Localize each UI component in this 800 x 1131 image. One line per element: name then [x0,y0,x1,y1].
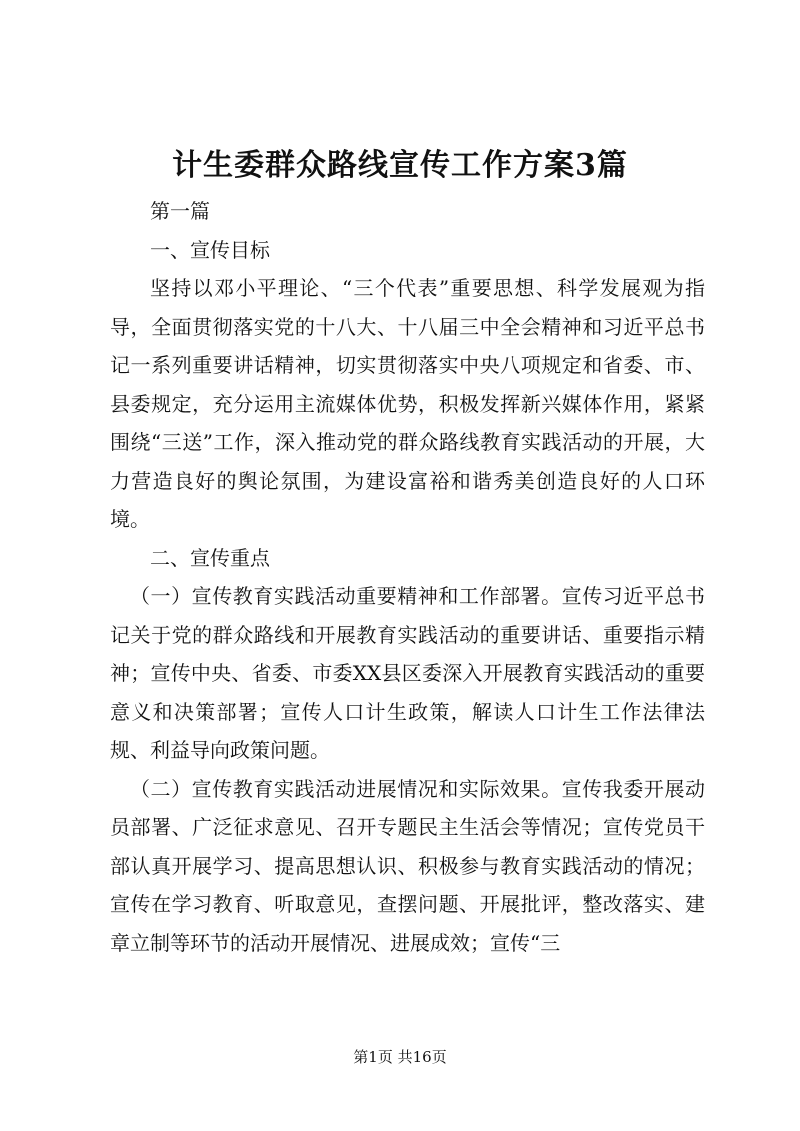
document-body [110,192,705,962]
paragraph-goals: 坚持以邓小平理论、“三个代表”重要思想、科学发展观为指导，全面贯彻落实党的十八大、十八届三中全会精神和习近平总书记一系列重要讲话精神，切实贯彻落实中央八项规定和省委、市、县委规定，充分运用主流媒体优势，积极发挥新兴媒体作用，紧紧围绕“三送”工作，深入推动党的群众路线教育实践活动的开展，大力营造良好的舆论氛围，为建设富裕和谐秀美创造良好的人口环境。 [110,276,705,531]
paragraph-focus-2: （二）宣传教育实践活动进展情况和实际效果。宣传我委开展动员部署、广泛征求意见、召开专题民主生活会等情况；宣传党员干部认真开展学习、提高思想认识、积极参与教育实践活动的情况；宣传在学习教育、听取意见，查摆问题、开展批评，整改落实、建章立制等环节的活动开展情况、进展成效；宣传“三 [110,776,705,955]
subheading-focus: 二、宣传重点 [150,545,270,570]
subheading-goals: 一、宣传目标 [150,237,270,262]
document-title: 计生委群众路线宣传工作方案3篇 [172,148,628,183]
paragraph-focus-1: （一）宣传教育实践活动重要精神和工作部署。宣传习近平总书记关于党的群众路线和开展教育实践活动的重要讲话、重要指示精神；宣传中央、省委、市委XX县区委深入开展教育实践活动的重要意义和决策部署；宣传人口计生政策，解读人口计生工作法律法规、利益导向政策问题。 [110,584,705,762]
section-heading-first-part: 第一篇 [150,199,210,223]
page-number-footer: 第1页 共16页 [353,1048,447,1066]
